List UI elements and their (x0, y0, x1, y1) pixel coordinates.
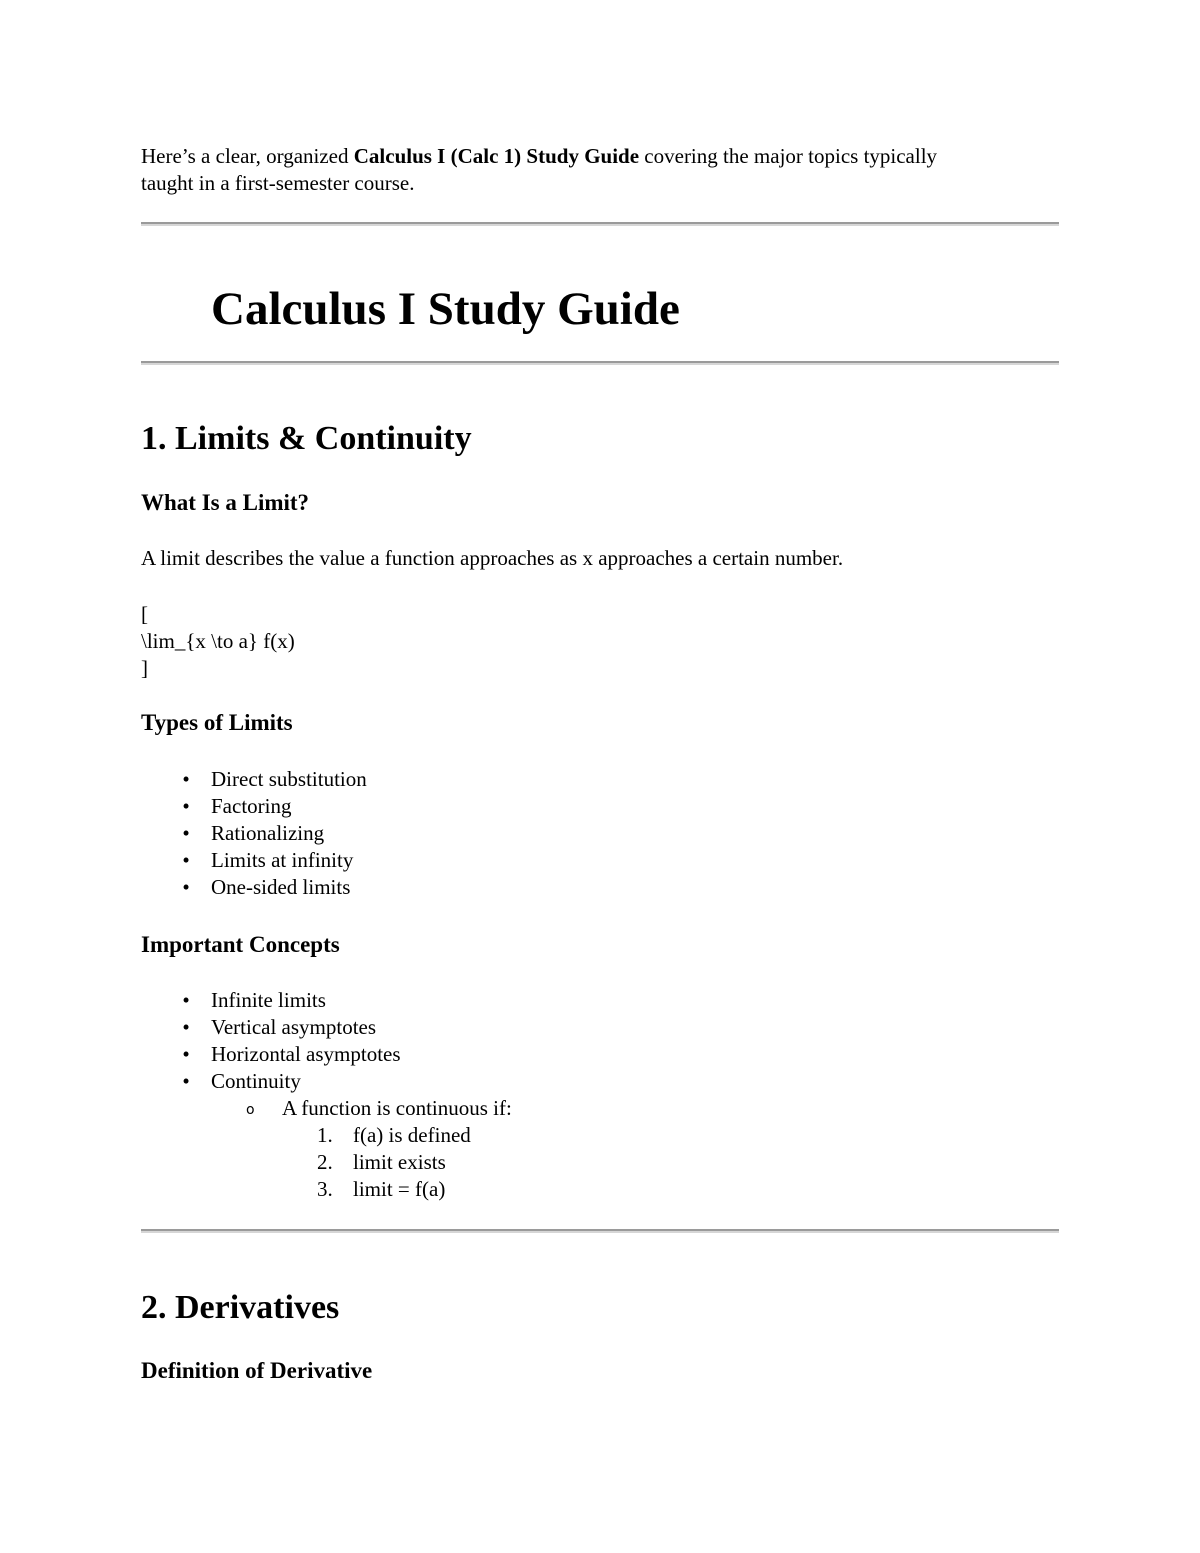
horizontal-rule (141, 361, 1059, 365)
list-item-text: Direct substitution (211, 767, 367, 791)
limit-description: A limit describes the value a function approaches as x approaches a certain number. (141, 546, 844, 570)
list-item-text: Continuity (211, 1069, 301, 1093)
sub-list-item (211, 1095, 512, 1203)
subheading-definition-of-derivative: Definition of Derivative (141, 1358, 373, 1383)
list-item (141, 987, 512, 1014)
list-item-text: Horizontal asymptotes (211, 1042, 401, 1066)
list-item (141, 766, 367, 793)
numbered-item-text: f(a) is defined (353, 1123, 471, 1147)
sub-list-item-text: A function is continuous if: (282, 1096, 512, 1120)
continuity-conditions-list (282, 1122, 512, 1203)
numbered-item (282, 1149, 512, 1176)
intro-prefix: Here’s a clear, organized (141, 144, 354, 168)
formula-line: [ (141, 602, 148, 626)
bullet-icon: • (182, 988, 190, 1012)
list-item-text: Factoring (211, 794, 292, 818)
bullet-icon: • (182, 1069, 190, 1093)
numbered-item (282, 1176, 512, 1203)
bullet-icon: • (182, 767, 190, 791)
page-title: Calculus I Study Guide (211, 283, 680, 335)
list-item-text: One-sided limits (211, 875, 351, 899)
list-item-text: Limits at infinity (211, 848, 354, 872)
intro-paragraph (141, 143, 1059, 197)
section-heading-derivatives: 2. Derivatives (141, 1289, 340, 1326)
formula-line: \lim_{x \to a} f(x) (141, 629, 295, 653)
bullet-icon: • (182, 821, 190, 845)
item-number: 3. (317, 1177, 333, 1201)
important-concepts-list (141, 987, 512, 1203)
subheading-types-of-limits: Types of Limits (141, 710, 293, 735)
bullet-icon: • (182, 794, 190, 818)
list-item (141, 1041, 512, 1068)
limit-formula (141, 601, 295, 682)
list-item-text: Vertical asymptotes (211, 1015, 377, 1039)
intro-suffix: covering the major topics typically (639, 144, 938, 168)
intro-bold-title: Calculus I (Calc 1) Study Guide (353, 144, 640, 168)
list-item-text: Infinite limits (211, 988, 326, 1012)
subheading-what-is-limit: What Is a Limit? (141, 490, 310, 515)
item-number: 2. (317, 1150, 333, 1174)
numbered-item-text: limit exists (353, 1150, 446, 1174)
list-item (141, 1014, 512, 1041)
horizontal-rule (141, 222, 1059, 226)
bullet-icon: • (182, 848, 190, 872)
list-item (141, 847, 367, 874)
list-item (141, 1068, 512, 1203)
bullet-icon: • (182, 1015, 190, 1039)
list-item-text: Rationalizing (211, 821, 325, 845)
numbered-item (282, 1122, 512, 1149)
types-of-limits-list (141, 766, 367, 901)
list-item (141, 793, 367, 820)
item-number: 1. (317, 1123, 333, 1147)
section-heading-limits: 1. Limits & Continuity (141, 420, 472, 457)
horizontal-rule (141, 1229, 1059, 1233)
circle-bullet-icon: o (246, 1102, 255, 1118)
numbered-item-text: limit = f(a) (353, 1177, 446, 1201)
formula-line: ] (141, 656, 148, 680)
continuity-sublist (211, 1095, 512, 1203)
list-item (141, 820, 367, 847)
list-item (141, 874, 367, 901)
subheading-important-concepts: Important Concepts (141, 932, 340, 957)
intro-line2: taught in a first-semester course. (141, 171, 415, 195)
bullet-icon: • (182, 875, 190, 899)
bullet-icon: • (182, 1042, 190, 1066)
